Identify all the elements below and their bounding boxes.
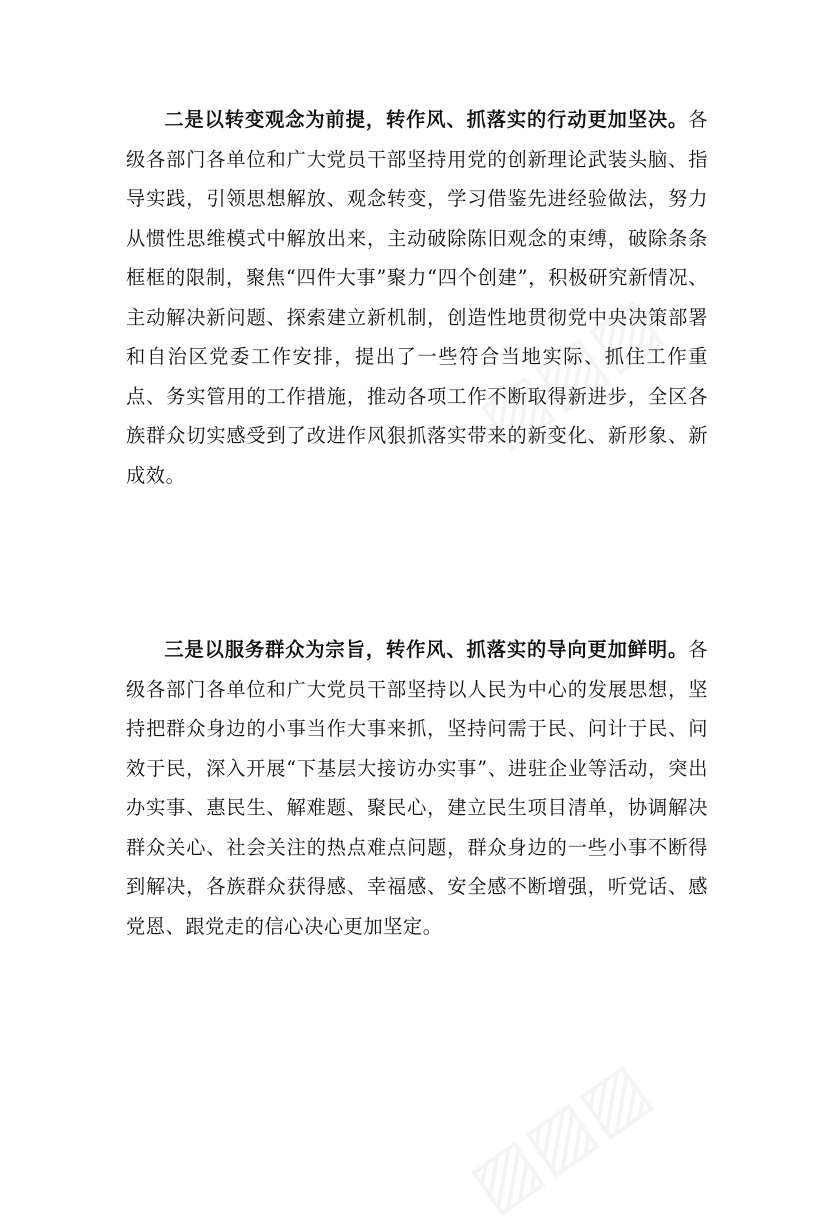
paragraph-1-body: 各级各部门各单位和广大党员干部坚持用党的创新理论武装头脑、指导实践，引领思想解放、观念转变，学习借鉴先进经验做法，努力从惯性思维模式中解放出来，主动破除陈旧观念的束缚，破除条条框框的限制，聚焦“四件大事”聚力“四个创建”，积极研究新情况、主动解决新问题、探索建立新机制，创造性地贯彻党中央决策部署和自治区党委工作安排，提出了一些符合当地实际、抓住工作重点、务实管用的工作措施，推动各项工作不断取得新进步，全区各族群众切实感受到了改进作风狠抓落实带来的新变化、新形象、新成效。 — [126, 108, 708, 487]
paragraph-2 — [126, 630, 708, 946]
paragraph-2-body: 各级各部门各单位和广大党员干部坚持以人民为中心的发展思想，坚持把群众身边的小事当作大事来抓，坚持问需于民、问计于民、问效于民，深入开展“下基层大接访办实事”、进驻企业等活动，突出办实事、惠民生、解难题、聚民心，建立民生项目清单，协调解决群众关心、社会关注的热点难点问题，群众身边的一些小事不断得到解决，各族群众获得感、幸福感、安全感不断增强，听党话、感党恩、跟党走的信心决心更加坚定。 — [126, 638, 708, 938]
paragraph-2-lead: 三是以服务群众为宗旨，转作风、抓落实的导向更加鲜明。 — [164, 638, 689, 661]
paragraph-1 — [126, 100, 708, 495]
paragraph-1-lead: 二是以转变观念为前提，转作风、抓落实的行动更加坚决。 — [164, 108, 689, 131]
watermark — [454, 1046, 664, 1227]
